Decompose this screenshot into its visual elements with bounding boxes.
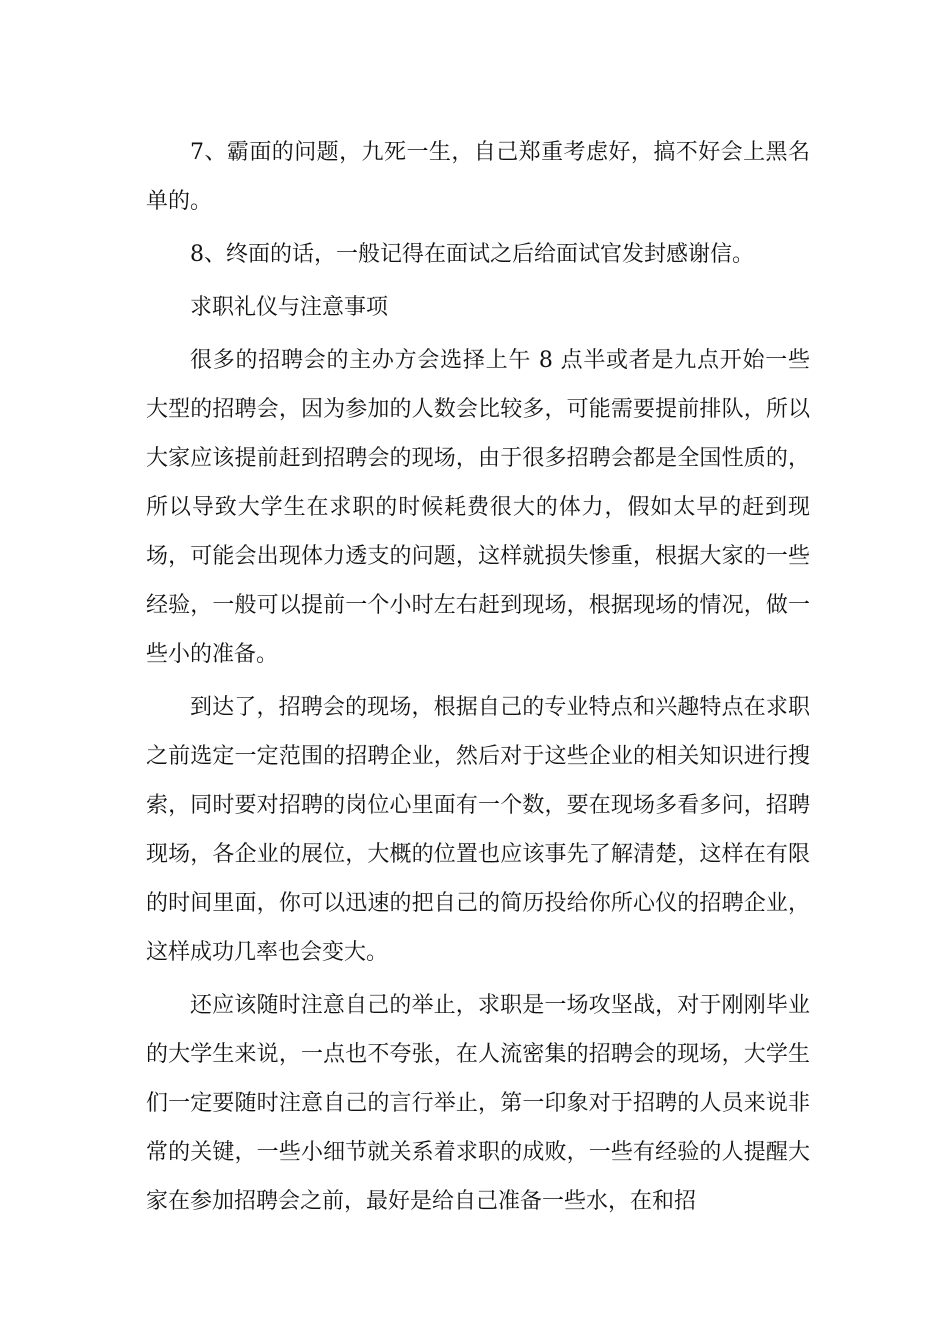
body-paragraph-2: 到达了，招聘会的现场，根据自己的专业特点和兴趣特点在求职之前选定一定范围的招聘企业，然后对于这些企业的相关知识进行搜索，同时要对招聘的岗位心里面有一个数，要在现场多看多问，招聘现场，各企业的展位，大概的位置也应该事先了解清楚，这样在有限的时间里面，你可以迅速的把自己的简历投给你所心仪的招聘企业，这样成功几率也会变大。 xyxy=(146,695,810,965)
body-paragraph-1: 很多的招聘会的主办方会选择上午 8 点半或者是九点开始一些大型的招聘会，因为参加的人数会比较多，可能需要提前排队，所以大家应该提前赶到招聘会的现场，由于很多招聘会都是全国性质的，所以导致大学生在求职的时候耗费很大的体力，假如太早的赶到现场，可能会出现体力透支的问题，这样就损失惨重，根据大家的一些经验，一般可以提前一个小时左右赶到现场，根据现场的情况，做一些小的准备。 xyxy=(146,348,810,667)
paragraph-item-8: 8、终面的话，一般记得在面试之后给面试官发封感谢信。 xyxy=(190,242,754,267)
body-paragraph-3: 还应该随时注意自己的举止，求职是一场攻坚战，对于刚刚毕业的大学生来说，一点也不夸张，在人流密集的招聘会的现场，大学生们一定要随时注意自己的言行举止，第一印象对于招聘的人员来说非常的关键，一些小细节就关系着求职的成败，一些有经验的人提醒大家在参加招聘会之前，最好是给自己准备一些水，在和招 xyxy=(146,993,810,1214)
section-title: 求职礼仪与注意事项 xyxy=(190,295,389,320)
paragraph-item-7: 7、霸面的问题，九死一生，自己郑重考虑好，搞不好会上黑名单的。 xyxy=(146,140,810,214)
document-body xyxy=(146,128,810,1230)
